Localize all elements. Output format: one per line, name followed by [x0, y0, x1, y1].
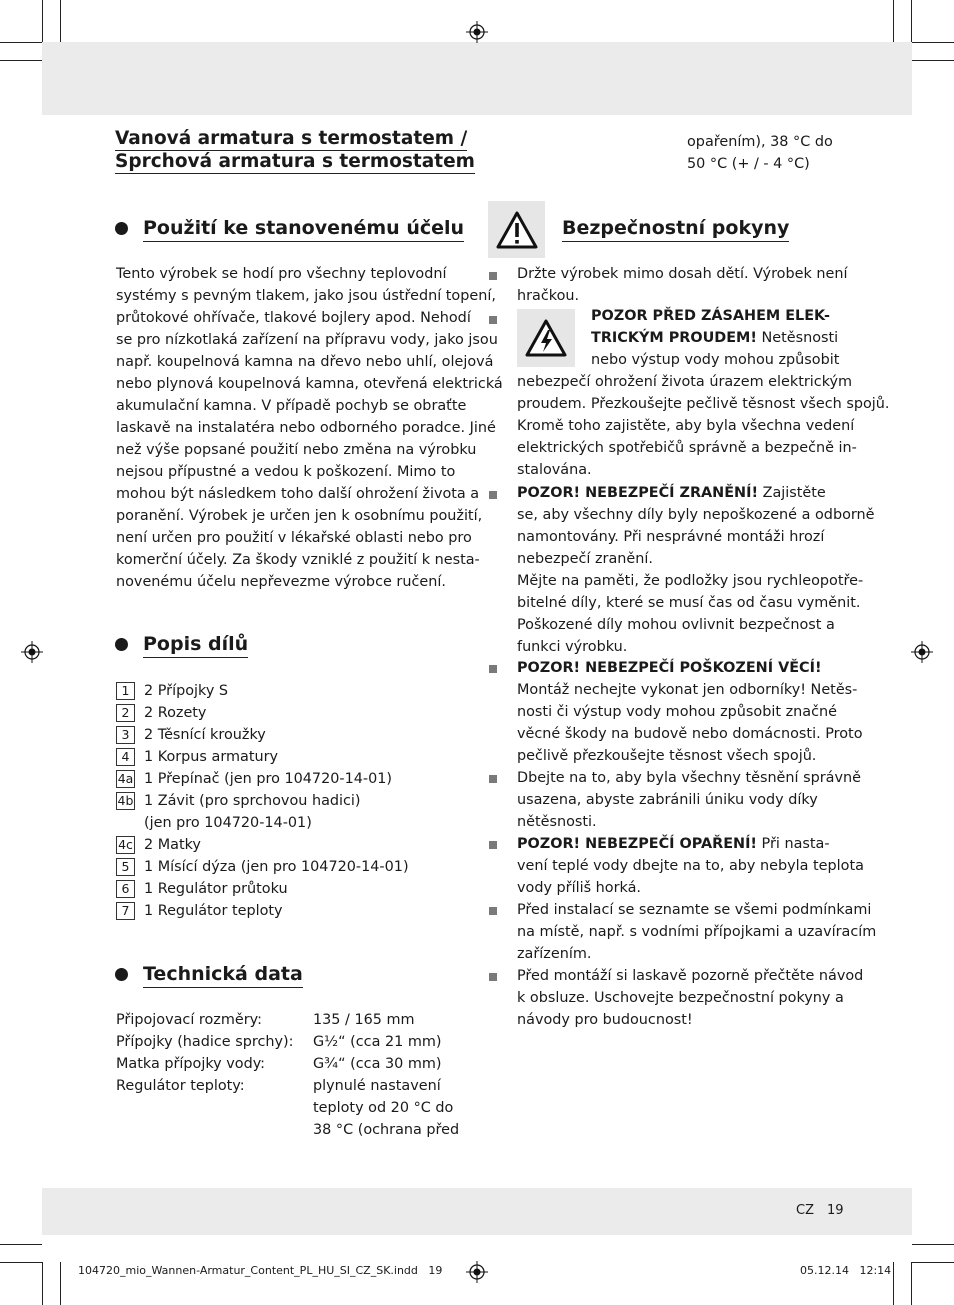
part-label: 1 Mísící dýza (jen pro 104720-14-01): [144, 859, 409, 875]
crop-mark: [0, 1244, 42, 1245]
tech-heading: Technická data: [143, 962, 303, 988]
crop-mark: [893, 1262, 894, 1305]
tech-value: G¾“ (cca 30 mm): [313, 1056, 442, 1072]
crop-mark: [911, 1262, 912, 1305]
registration-mark-icon: [21, 641, 43, 663]
top-right-line-2: 50 °C (+ / - 4 °C): [687, 156, 810, 172]
footer-file-info: 104720_mio_Wannen-Armatur_Content_PL_HU_SI_CZ_SK.indd 19: [78, 1264, 443, 1277]
bullet-icon: [115, 638, 128, 651]
tech-label: Matka přípojky vody:: [116, 1056, 266, 1072]
safety-item-5: Dbejte na to, aby byla všechny těsnění správně usazena, abyste zabránili úniku vody díky nětěsnosti.: [517, 770, 861, 830]
title-line-2: Sprchová armatura s termostatem: [115, 151, 475, 172]
list-bullet-icon: [489, 841, 497, 849]
electric-shock-warning-icon: [525, 319, 567, 357]
part-number: 4b: [117, 793, 134, 808]
crop-mark: [0, 60, 42, 61]
safety-item-2-rest: nebezpečí ohrožení života úrazem elektrickým proudem. Přezkoušejte pečlivě těsnost všech spojů. Kromě toho zajistěte, aby byla všechna vedení elektrických spotřebičů správně a bezpečně in- stalována.: [517, 374, 890, 478]
safety-item-8: Před montáží si laskavě pozorně přečtěte návod k obsluze. Uschovejte bezpečnostní pokyny a návody pro budoucnost!: [517, 968, 864, 1028]
part-number: 6: [116, 880, 135, 898]
part-label: 1 Závit (pro sprchovou hadici): [144, 793, 361, 809]
part-label: 1 Přepínač (jen pro 104720-14-01): [144, 771, 392, 787]
safety-heading: Bezpečnostní pokyny: [562, 216, 789, 242]
bullet-icon: [115, 222, 128, 235]
crop-mark: [60, 0, 61, 42]
tech-value: plynulé nastavení: [313, 1078, 441, 1094]
safety-item-4-rest: Montáž nechejte vykonat jen odborníky! Netěs- nosti či výstup vody mohou způsobit značné věcné škody na budově nebo domácnosti. Proto pečlivě přezkoušejte těsnost všech spojů.: [517, 682, 863, 764]
list-bullet-icon: [489, 272, 497, 280]
part-label: (jen pro 104720-14-01): [144, 815, 312, 831]
crop-mark: [0, 42, 42, 43]
tech-value: teploty od 20 °C do: [313, 1100, 454, 1116]
usage-heading: Použití ke stanovenému účelu: [143, 216, 464, 242]
warning-box: [488, 201, 545, 258]
safety-item-2-line-3: nebo výstup vody mohou způsobit: [591, 352, 840, 368]
crop-mark: [0, 1262, 42, 1263]
crop-mark: [42, 1262, 43, 1305]
list-bullet-icon: [489, 907, 497, 915]
part-label: 1 Regulátor teploty: [144, 903, 283, 919]
part-number: 1: [116, 682, 135, 700]
safety-item-7: Před instalací se seznamte se všemi podmínkami na místě, např. s vodními přípojkami a uzavíracím zařízením.: [517, 902, 877, 962]
list-bullet-icon: [489, 316, 497, 324]
tech-value: 135 / 165 mm: [313, 1012, 415, 1028]
parts-heading: Popis dílů: [143, 632, 248, 658]
footer-band: [42, 1188, 912, 1235]
safety-item-1: Držte výrobek mimo dosah dětí. Výrobek není hračkou.: [517, 266, 848, 304]
safety-item-2-line-1: POZOR PŘED ZÁSAHEM ELEK-: [591, 308, 830, 324]
top-right-line-1: opařením), 38 °C do: [687, 134, 833, 150]
registration-mark-icon: [466, 1261, 488, 1283]
tech-label: Připojovací rozměry:: [116, 1012, 262, 1028]
title-line-1: Vanová armatura s termostatem /: [115, 128, 468, 149]
registration-mark-icon: [466, 21, 488, 43]
part-number: 4c: [116, 836, 135, 854]
safety-item-4-line-1: POZOR! NEBEZPEČÍ POŠKOZENÍ VĚCÍ!: [517, 660, 822, 676]
crop-mark: [42, 0, 43, 42]
safety-item-6-line-1: POZOR! NEBEZPEČÍ OPAŘENÍ! Při nasta-: [517, 836, 830, 852]
footer-date: 05.12.14 12:14: [800, 1264, 892, 1277]
part-number: 7: [116, 902, 135, 920]
part-number: 4: [116, 748, 135, 766]
crop-mark: [911, 0, 912, 42]
tech-label: Přípojky (hadice sprchy):: [116, 1034, 294, 1050]
safety-item-3-rest: se, aby všechny díly byly nepoškozené a odborně namontovány. Při nesprávné montáži hrozí nebezpečí zranění. Mějte na paměti, že podložky jsou rychleopotře- bitelné díly, které se musí čas od času vyměnit. Poškozené díly mohou ovlivnit bezpečnost a funkci výrobku.: [517, 507, 875, 655]
part-number: 2: [116, 704, 135, 722]
crop-mark: [912, 1244, 954, 1245]
registration-mark-icon: [911, 641, 933, 663]
warning-triangle-icon: [496, 211, 538, 249]
list-bullet-icon: [489, 775, 497, 783]
part-label: 2 Matky: [144, 837, 201, 853]
safety-item-2-line-2: TRICKÝM PROUDEM! Netěsnosti: [591, 330, 839, 346]
part-number: 4a: [117, 771, 134, 786]
part-label: 1 Regulátor průtoku: [144, 881, 288, 897]
header-band: [42, 42, 912, 115]
crop-mark: [912, 1262, 954, 1263]
part-label: 2 Rozety: [144, 705, 207, 721]
tech-value: 38 °C (ochrana před: [313, 1122, 460, 1138]
page-language: CZ: [796, 1203, 814, 1218]
crop-mark: [893, 0, 894, 42]
tech-value: G½“ (cca 21 mm): [313, 1034, 442, 1050]
part-label: 2 Těsnící kroužky: [144, 727, 266, 743]
page-number: 19: [827, 1203, 844, 1218]
document-title: [115, 128, 475, 174]
part-label: 1 Korpus armatury: [144, 749, 279, 765]
usage-text: Tento výrobek se hodí pro všechny teplovodní systémy s pevným tlakem, jako jsou ústřední topení, průtokové ohřívače, tlakové bojlery apod. Nehodí se pro nízkotlaká zařízení na přípravu vody, jako jsou např. koupelnová kamna na dřevo nebo uhlí, olejová nebo plynová koupelnová kamna, otevřená elektrická akumulační kamna. V případě pochyb se obraťte laskavě na instalatéra nebo odborného poradce. Jiné než výše popsané použití nebo změna na výrobku nejsou přípustné a vedou k poškození. Mimo to mohou být následkem toho další ohrožení života a poranění. Výrobek je určen jen k osobnímu použití, není určen pro použití v lékařské oblasti nebo pro komerční účely. Za škody vzniklé z použití k nesta- novenému účelu nepřevezme výrobce ručení.: [116, 266, 503, 590]
crop-mark: [912, 60, 954, 61]
safety-item-3-line-1: POZOR! NEBEZPEČÍ ZRANĚNÍ! Zajistěte: [517, 485, 826, 501]
crop-mark: [912, 42, 954, 43]
safety-item-6-rest: vení teplé vody dbejte na to, aby nebyla teplota vody příliš horká.: [517, 858, 864, 896]
list-bullet-icon: [489, 973, 497, 981]
part-label: 2 Přípojky S: [144, 683, 229, 699]
tech-label: Regulátor teploty:: [116, 1078, 245, 1094]
part-number: 5: [116, 858, 135, 876]
electric-warning-box: [517, 309, 575, 367]
part-number: 3: [116, 726, 135, 744]
list-bullet-icon: [489, 491, 497, 499]
bullet-icon: [115, 968, 128, 981]
crop-mark: [60, 1262, 61, 1305]
list-bullet-icon: [489, 665, 497, 673]
